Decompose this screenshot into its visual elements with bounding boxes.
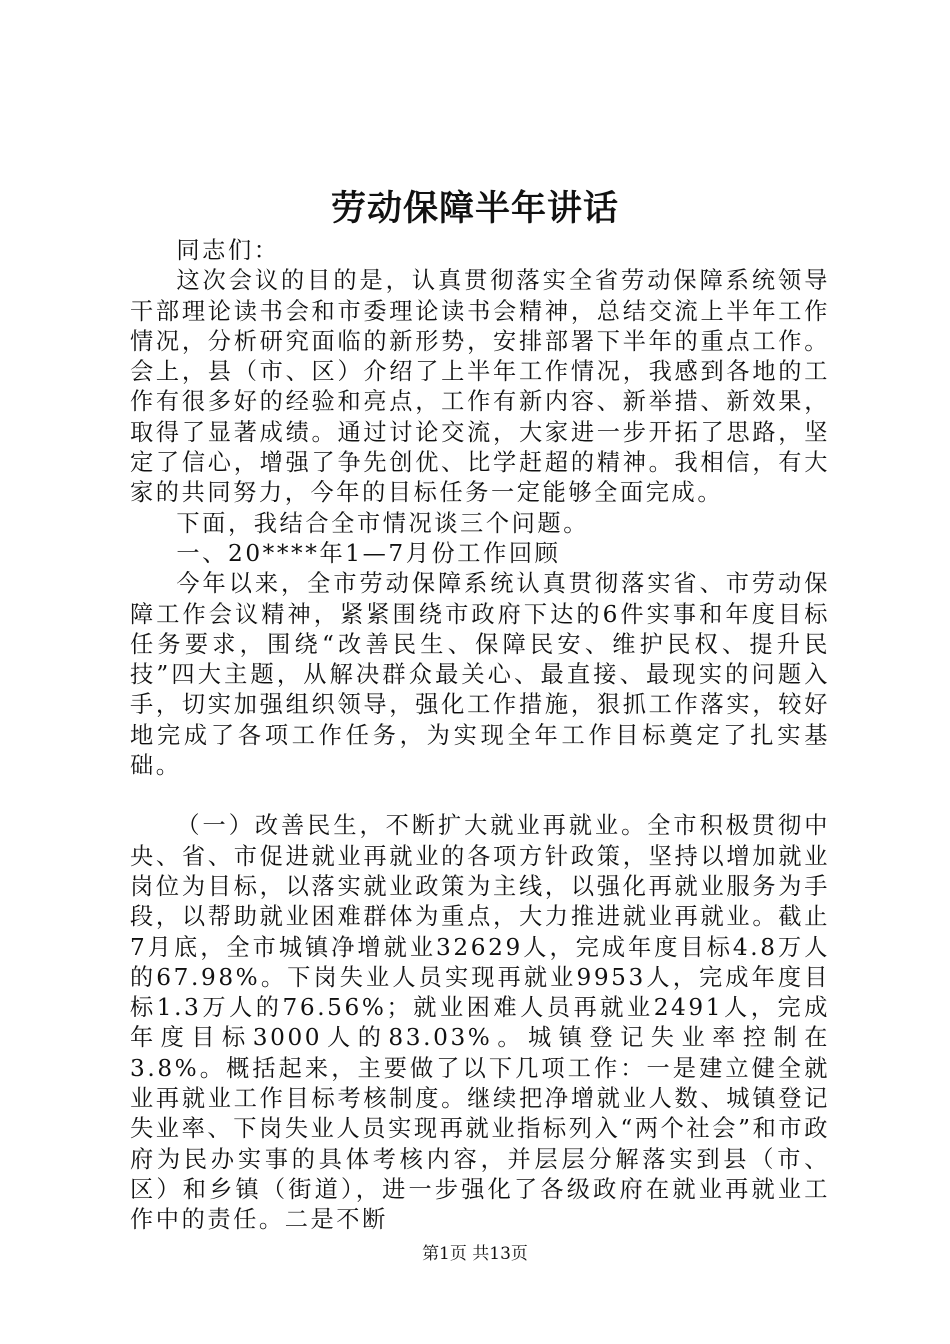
document-body — [130, 236, 830, 1236]
salutation-paragraph: 同志们： — [176, 237, 280, 264]
intro-paragraph: 这次会议的目的是，认真贯彻落实全省劳动保障系统领导干部理论读书会和市委理论读书会精神，总结交流上半年工作情况，分析研究面临的新形势，安排部署下半年的重点工作。会上，县（市、区）介绍了上半年工作情况，我感到各地的工作有很多好的经验和亮点，工作有新内容、新举措、新效果，取得了显著成绩。通过讨论交流，大家进一步开拓了思路，坚定了信心，增强了争先创优、比学赶超的精神。我相信，有大家的共同努力，今年的目标任务一定能够全面完成。 — [130, 267, 830, 507]
page-footer: 第1页 共13页 — [422, 1244, 528, 1264]
transition-paragraph: 下面，我结合全市情况谈三个问题。 — [176, 509, 589, 537]
employment-paragraph: （一）改善民生，不断扩大就业再就业。全市积极贯彻中央、省、市促进就业再就业的各项方针政策，坚持以增加就业岗位为目标，以落实就业政策为主线，以强化再就业服务为手段，以帮助就业困难群体为重点，大力推进就业再就业。截止7月底，全市城镇净增就业32629人，完成年度目标4.8万人的67.98%。下岗失业人员实现再就业9953人，完成年度目标1.3万人的76.56%；就业困难人员再就业2491人，完成年度目标3000人的83.03%。城镇登记失业率控制在3.8%。概括起来，主要做了以下几项工作：一是建立健全就业再就业工作目标考核制度。继续把净增就业人数、城镇登记失业率、下岗失业人员实现再就业指标列入“两个社会”和市政府为民办实事的具体考核内容，并层层分解落实到县（市、区）和乡镇（街道），进一步强化了各级政府在就业再就业工作中的责任。二是不断 — [130, 812, 830, 1234]
document-title: 劳动保障半年讲话 — [330, 188, 619, 229]
review-paragraph: 今年以来，全市劳动保障系统认真贯彻落实省、市劳动保障工作会议精神，紧紧围绕市政府下达的6件实事和年度目标任务要求，围绕“改善民生、保障民安、维护民权、提升民技”四大主题，从解决群众最关心、最直接、最现实的问题入手，切实加强组织领导，强化工作措施，狠抓工作落实，较好地完成了各项工作任务，为实现全年工作目标奠定了扎实基础。 — [130, 570, 830, 780]
section-heading: 一、20****年1—7月份工作回顾 — [176, 539, 561, 567]
